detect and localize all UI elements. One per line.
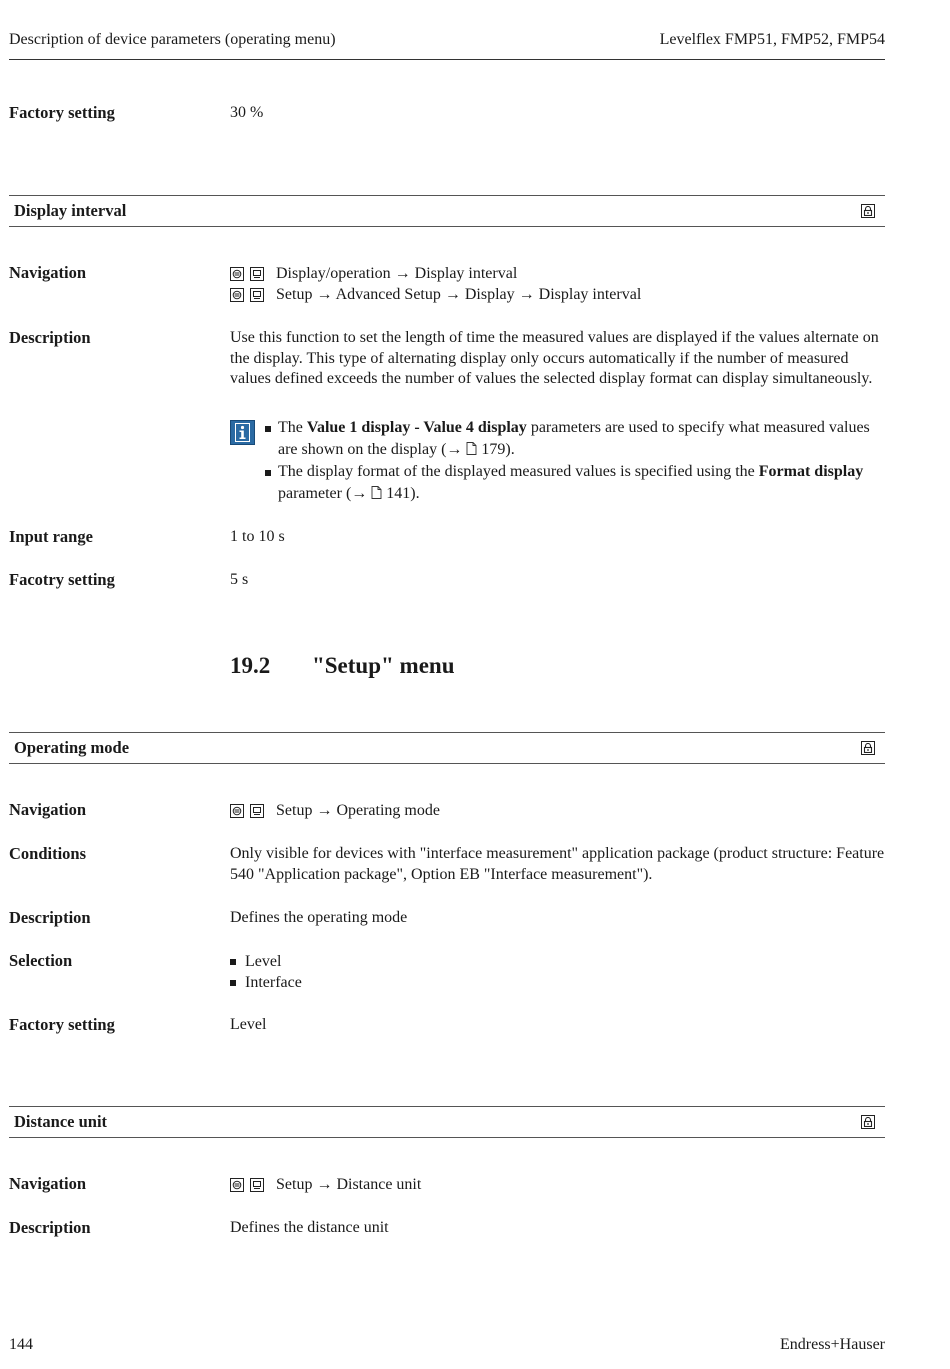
parameter-title: Distance unit (14, 1112, 108, 1131)
footer-brand: Endress+Hauser (780, 1336, 885, 1353)
header-product-name: Levelflex FMP51, FMP52, FMP54 (659, 31, 885, 48)
lock-icon (861, 1115, 875, 1129)
navigation-path (230, 264, 517, 284)
conditions-text: Only visible for devices with "interface measurement" application package (product structure: Feature 540 "Application package", Option EB "Interface measurement"). (230, 845, 885, 883)
parameter-title: Display interval (14, 201, 127, 220)
operating-menu-icon (230, 804, 244, 818)
header-chapter-title: Description of device parameters (operating menu) (9, 31, 336, 48)
operating-menu-icon (230, 288, 244, 302)
display-module-icon (250, 288, 264, 302)
selection-option: Level (230, 951, 302, 972)
navigation-label: Navigation (9, 800, 87, 819)
navigation-label: Navigation (9, 263, 87, 282)
bullet-square-icon (230, 959, 236, 965)
parameter-title: Operating mode (14, 738, 130, 757)
section-title: "Setup" menu (312, 653, 455, 678)
input-range-label: Input range (9, 527, 93, 546)
operating-menu-icon (230, 1178, 244, 1192)
navigation-path (230, 1175, 421, 1195)
navigation-text: Display/operation → Display interval (276, 265, 518, 282)
factory-setting-label: Factory setting (9, 1015, 115, 1034)
navigation-path (230, 285, 641, 305)
parameter-reference: Format display (758, 463, 864, 480)
parameter-reference: Value 1 display - Value 4 display (306, 419, 527, 436)
description-text: Defines the operating mode (230, 909, 408, 926)
page-number: 144 (9, 1336, 33, 1353)
factory-setting-value: 30 % (230, 104, 264, 121)
description-label: Description (9, 328, 91, 347)
note-list (265, 417, 887, 505)
factory-setting-label: Facotry setting (9, 570, 115, 589)
navigation-text: Setup → Distance unit (276, 1176, 422, 1193)
operating-menu-icon (230, 267, 244, 281)
navigation-text: Setup → Advanced Setup → Display → Display interval (276, 286, 642, 303)
description-label: Description (9, 1218, 91, 1237)
selection-list (230, 951, 302, 993)
lock-icon (861, 741, 875, 755)
navigation-text: Setup → Operating mode (276, 802, 440, 819)
bullet-square-icon (265, 426, 271, 432)
bullet-square-icon (230, 980, 236, 986)
lock-icon (861, 204, 875, 218)
parameter-bar-distance-unit (9, 1106, 885, 1138)
input-range-value: 1 to 10 s (230, 528, 285, 545)
conditions-label: Conditions (9, 844, 87, 863)
description-text: Use this function to set the length of time the measured values are displayed if the values alternate on the display. This type of alternating display only occurs automatically if the number of measured values defined exceeds the number of values the selected display format can display simultaneously. (230, 329, 879, 387)
selection-option: Interface (230, 972, 302, 993)
page-reference-icon (466, 441, 477, 458)
navigation-path (230, 801, 440, 821)
factory-setting-value: 5 s (230, 571, 249, 588)
factory-setting-label: Factory setting (9, 103, 115, 122)
description-label: Description (9, 908, 91, 927)
display-module-icon (250, 804, 264, 818)
selection-label: Selection (9, 951, 73, 970)
note-item: The display format of the displayed measured values is specified using the Format display parameter (→ 141). (265, 461, 887, 505)
parameter-bar-display-interval (9, 195, 885, 227)
display-module-icon (250, 267, 264, 281)
note-item: The Value 1 display - Value 4 display parameters are used to specify what measured values are shown on the display (→ 179). (265, 417, 887, 461)
page-reference-number[interactable]: 141 (386, 485, 411, 502)
page-header (9, 31, 885, 60)
info-icon (230, 420, 255, 445)
page-reference-number[interactable]: 179 (481, 441, 506, 458)
section-heading (230, 653, 454, 679)
section-number: 19.2 (230, 653, 271, 678)
display-module-icon (250, 1178, 264, 1192)
factory-setting-value: Level (230, 1016, 267, 1033)
bullet-square-icon (265, 470, 271, 476)
navigation-label: Navigation (9, 1174, 87, 1193)
parameter-bar-operating-mode (9, 732, 885, 764)
description-text: Defines the distance unit (230, 1219, 389, 1236)
page-reference-icon (371, 485, 382, 502)
